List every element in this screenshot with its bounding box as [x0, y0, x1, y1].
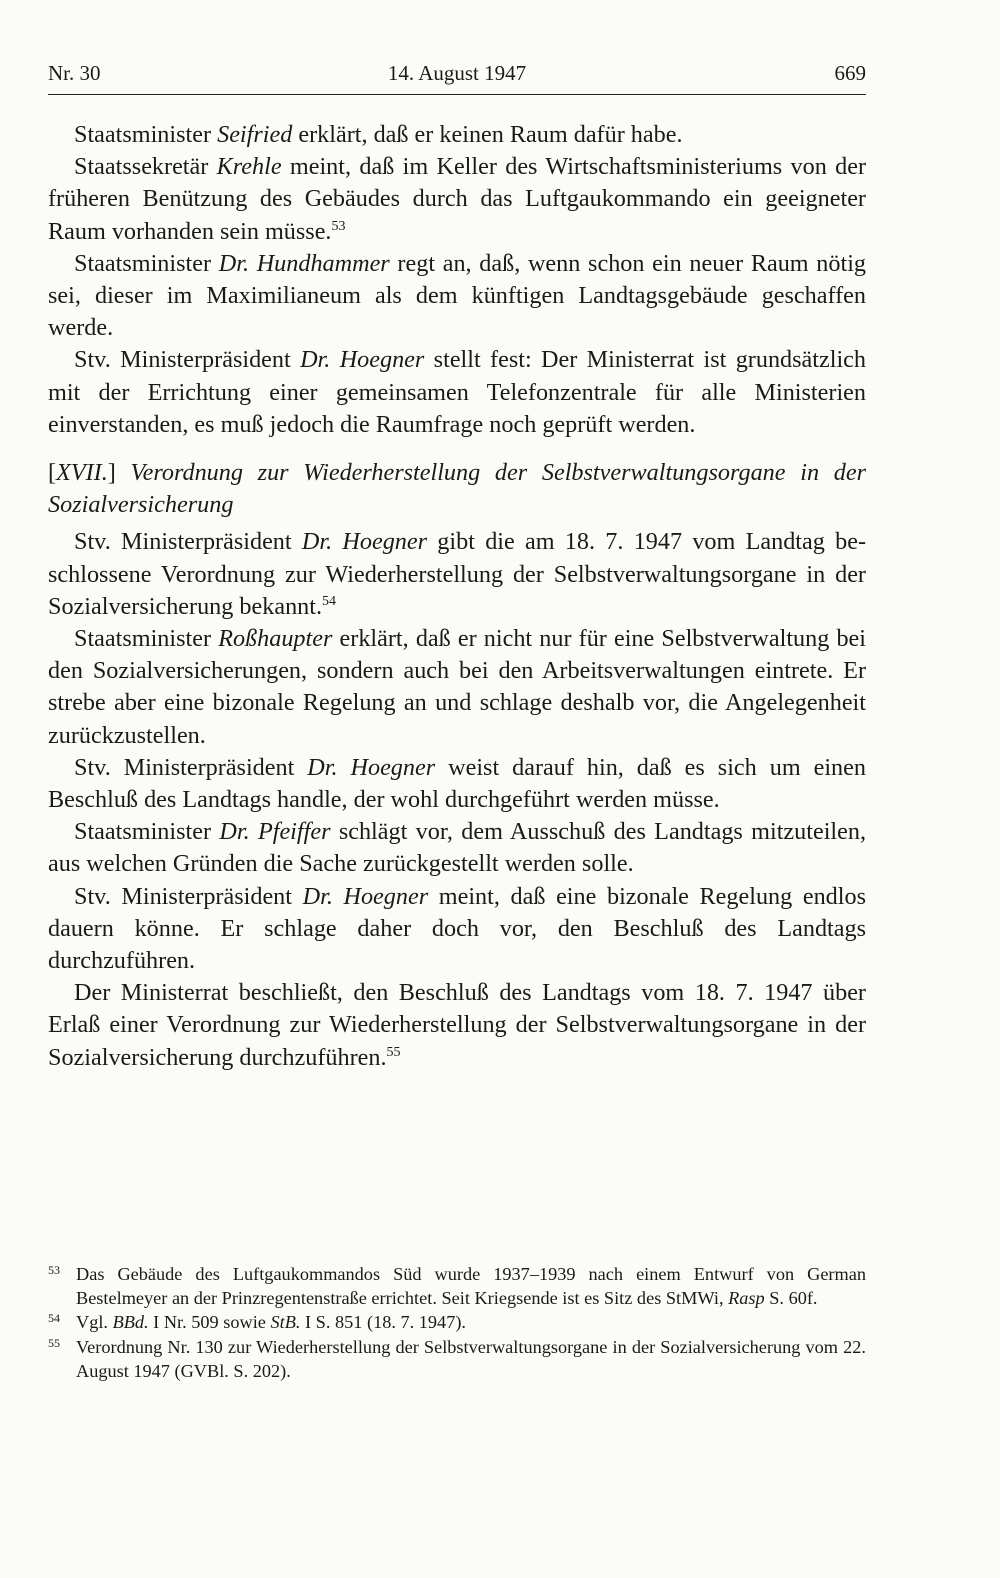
paragraph: Stv. Ministerpräsident Dr. Hoegner stellt fest: Der Ministerrat ist grundsätzlich mit der Errichtung einer gemeinsamen Telefonzentrale für alle Ministerien einverstanden, es muß jedoch die Raumfrage noch geprüft werden. — [48, 346, 867, 438]
footnote-ref: 55 — [386, 1044, 401, 1060]
person-name: Hundhammer — [256, 249, 390, 277]
person-name: Hoegner — [343, 882, 429, 910]
paragraph: Staatssekretär Krehle meint, daß im Keller des Wirtschaftsministeriums von der früheren Benützung des Gebäudes durch das Luftgaukommando ein geeigneter Raum vorhanden sein müsse.$^{53}$ — [48, 153, 866, 245]
person-title: Dr. — [218, 249, 249, 277]
paragraph: Der Ministerrat beschließt, den Beschluß des Landtags vom 18. 7. 1947 über Erlaß einer Verordnung zur Wiederherstellung der Selbstverwaltungsorgane in der Sozialversicherung durchzuführen.$^{55}$ — [48, 979, 866, 1071]
footnote-53: 53 Das Gebäude des Luftgaukommandos Süd wurde 1937–1939 nach einem Entwurf von German Bestelmeyer an der Prinzregentenstraße errichtet. Seit Kriegsende ist es Sitz des StMWi, Rasp S. 60f. — [48, 1262, 866, 1310]
person-title: Dr. — [301, 528, 333, 556]
footnote-55: 55 Verordnung Nr. 130 zur Wiederherstellung der Selbstverwaltungsorgane in der Sozialversicherung vom 22. August 1947 (GVBl. S. 202). — [48, 1335, 866, 1383]
footnote-ref: 54 — [322, 593, 337, 609]
person-title: Dr. — [219, 818, 250, 846]
paragraph: Staatsminister Dr. Pfeiffer schlägt vor, dem Ausschuß des Landtags mitzuteilen, aus welchen Gründen die Sache zurückgestellt werden solle. — [48, 818, 867, 878]
section-heading: [XVII.] Verordnung zur Wiederherstellung der Selbstverwaltungsorgane in der Sozialversicherung — [48, 459, 866, 519]
person-name: Hoegner — [350, 753, 436, 781]
header-rule — [48, 94, 866, 95]
person-title: Dr. — [307, 753, 338, 781]
person-name: Hoegner — [342, 528, 428, 556]
section-title: Verordnung zur Wiederherstellung der Selbstverwaltungsorgane in der Sozialversicherung — [48, 459, 866, 519]
document-page — [48, 0, 866, 1578]
person-title: Dr. — [300, 346, 331, 374]
paragraph: Stv. Ministerpräsident Dr. Hoegner meint, daß eine bizonale Regelung endlos dauern könne. Er schlage daher doch vor, den Beschluß des Landtags durchzuführen. — [48, 882, 866, 975]
main-text — [48, 119, 866, 1074]
paragraph: Stv. Ministerpräsident Dr. Hoegner gibt die am 18. 7. 1947 vom Landtag beschlossene Verordnung zur Wiederherstellung der Selbstverwaltungsorgane in der Sozialversicherung bekannt.$^{54}$ — [48, 528, 866, 620]
paragraph: Staatsminister Roßhaupter erklärt, daß er nicht nur für eine Selbstverwaltung bei den Sozialversicherungen, sondern auch bei den Arbeitsverwaltungen eintrete. Er strebe aber eine bizonale Regelung an und schlage deshalb vor, die Angelegenheit zurückzustellen. — [48, 625, 867, 749]
header-date: 14. August 1947 — [387, 61, 527, 85]
footnote-number: 53 — [48, 1263, 60, 1277]
footnote-54: 54 Vgl. BBd. I Nr. 509 sowie StB. I S. 851 (18. 7. 1947). — [48, 1310, 866, 1334]
footnote-ref: 53 — [331, 218, 346, 234]
footnotes — [48, 1262, 866, 1383]
person-name: Krehle — [216, 153, 282, 181]
person-name: Roßhaupter — [218, 625, 333, 653]
person-name: Seifried — [217, 121, 293, 148]
paragraph: Stv. Ministerpräsident Dr. Hoegner weist darauf hin, daß es sich um einen Beschluß des Landtags handle, der wohl durchgeführt werden müsse. — [48, 753, 866, 814]
issue-number: Nr. 30 — [48, 61, 101, 85]
footnote-number: 54 — [48, 1311, 60, 1326]
person-title: Dr. — [302, 882, 333, 910]
person-name: Hoegner — [339, 346, 425, 374]
running-header — [48, 58, 866, 88]
paragraph: Staatsminister Dr. Hundhammer regt an, daß, wenn schon ein neuer Raum nötig sei, dieser im Maximilianeum als dem künftigen Landtagsgebäude geschaffen werde. — [48, 249, 867, 342]
page-number: 669 — [834, 61, 866, 85]
footnote-number: 55 — [48, 1335, 60, 1350]
paragraph: Staatsminister Seifried erklärt, daß er keinen Raum dafür habe. — [74, 121, 683, 148]
person-name: Pfeiffer — [257, 818, 331, 846]
